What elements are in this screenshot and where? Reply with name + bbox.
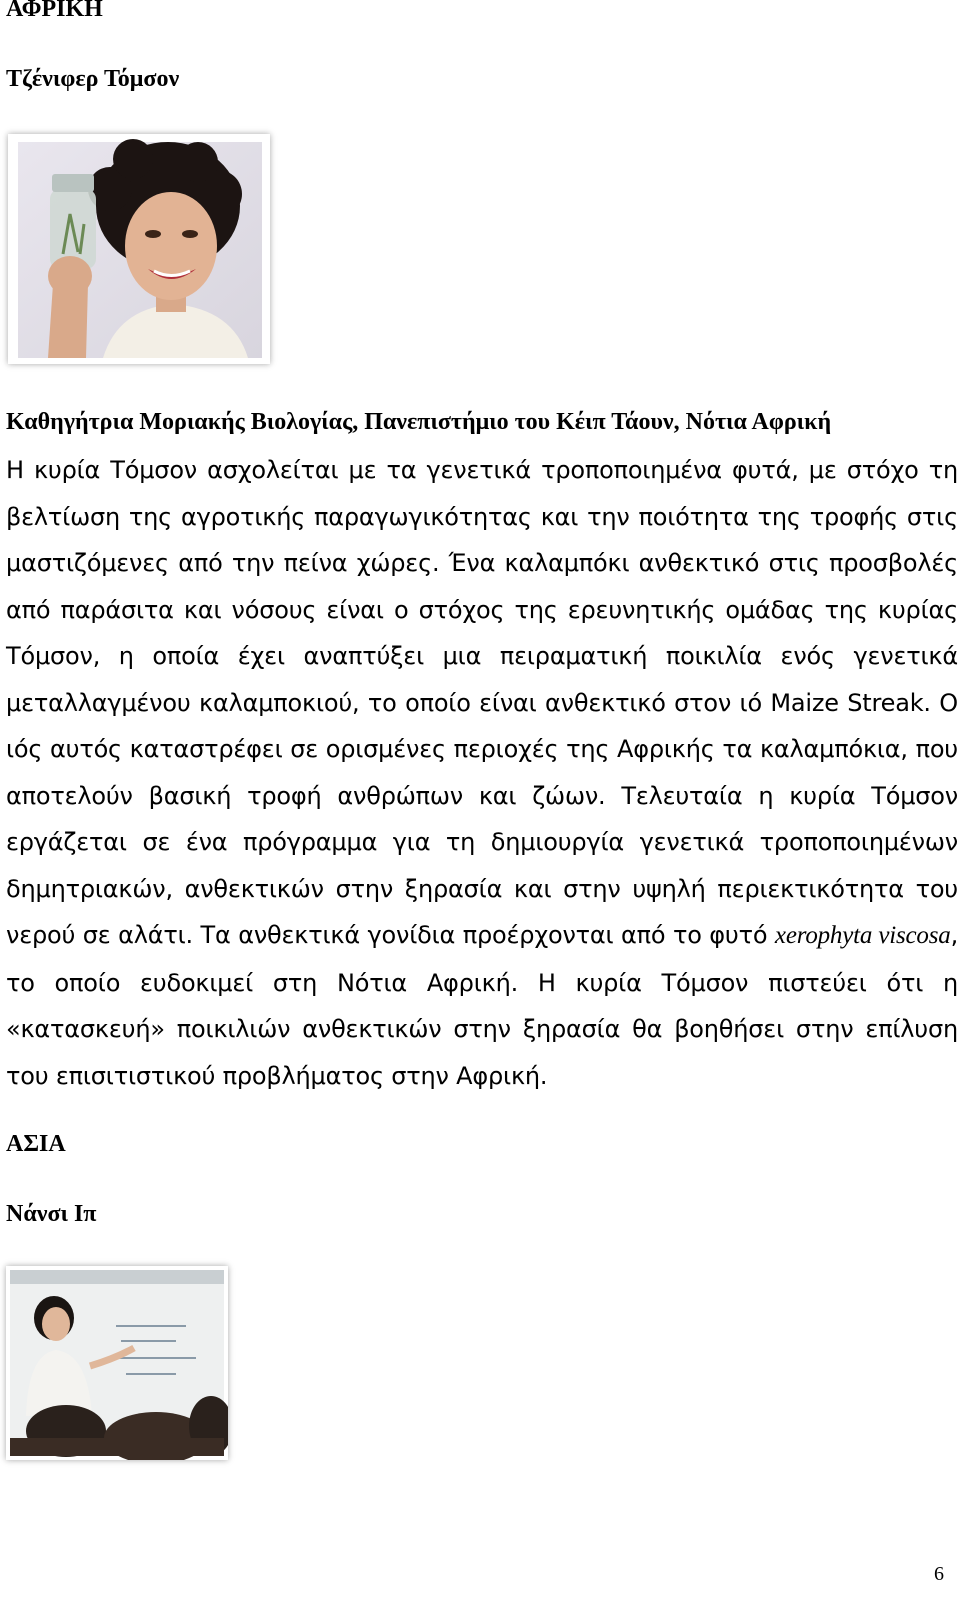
person-name-thomson: Τζένιφερ Τόμσον: [6, 66, 180, 92]
species-name: xerophyta viscosa: [774, 922, 951, 949]
region-heading-asia: ΑΣΙΑ: [6, 1131, 66, 1157]
page-number: 6: [934, 1563, 944, 1585]
biography-text-part-1: Η κυρία Τόμσον ασχολείται με τα γενετικά τροποποιημένα φυτά, με στόχο τη βελτίωση της αγροτικής παραγωγικότητας και την ποιότητα της τροφής στις μαστιζόμενες από την πείνα χώρες. Ένα καλαμπόκι ανθεκτικό στις προσβολές από παράσιτα και νόσους είναι ο στόχος της ερευνητικής ομάδας της κυρίας Τόμσον, η οποία έχει αναπτύξει μια πειραματική ποικιλία ενός γενετικά μεταλλαγμένου καλαμποκιού, το οποίο είναι ανθεκτικό στον ιό Maize Streak. Ο ιός αυτός καταστρέφει σε ορισμένες περιοχές της Αφρικής τα καλαμπόκια, που αποτελούν βασική τροφή ανθρώπων και ζώων. Τελευταία η κυρία Τόμσον εργάζεται σε ένα πρόγραμμα για τη δημιουργία γενετικά τροποποιημένων δημητριακών, ανθεκτικών στην ξηρασία και στην υψηλή περιεκτικότητα του νερού σε αλάτι. Τα ανθεκτικά γονίδια προέρχονται από το φυτό: [6, 456, 958, 949]
person-name-ip: Νάνσι Ιπ: [6, 1201, 97, 1227]
biography-text-part-2: , το οποίο ευδοκιμεί στη Νότια Αφρική. Η κυρία Τόμσον πιστεύει ότι η «κατασκευή» ποικιλιών ανθεκτικών στην ξηρασία θα βοηθήσει στην επίλυση του επισιτιστικού προβλήματος στην Αφρική.: [6, 921, 958, 1090]
biography-paragraph-thomson: [6, 447, 958, 1099]
portrait-photo-ip: [6, 1266, 228, 1460]
region-heading-africa: ΑΦΡΙΚΗ: [6, 0, 103, 22]
professional-title-thomson: Καθηγήτρια Μοριακής Βιολογίας, Πανεπιστήμιο του Κέιπ Τάουν, Νότια Αφρική: [6, 409, 832, 435]
portrait-photo-thomson: [8, 134, 270, 364]
